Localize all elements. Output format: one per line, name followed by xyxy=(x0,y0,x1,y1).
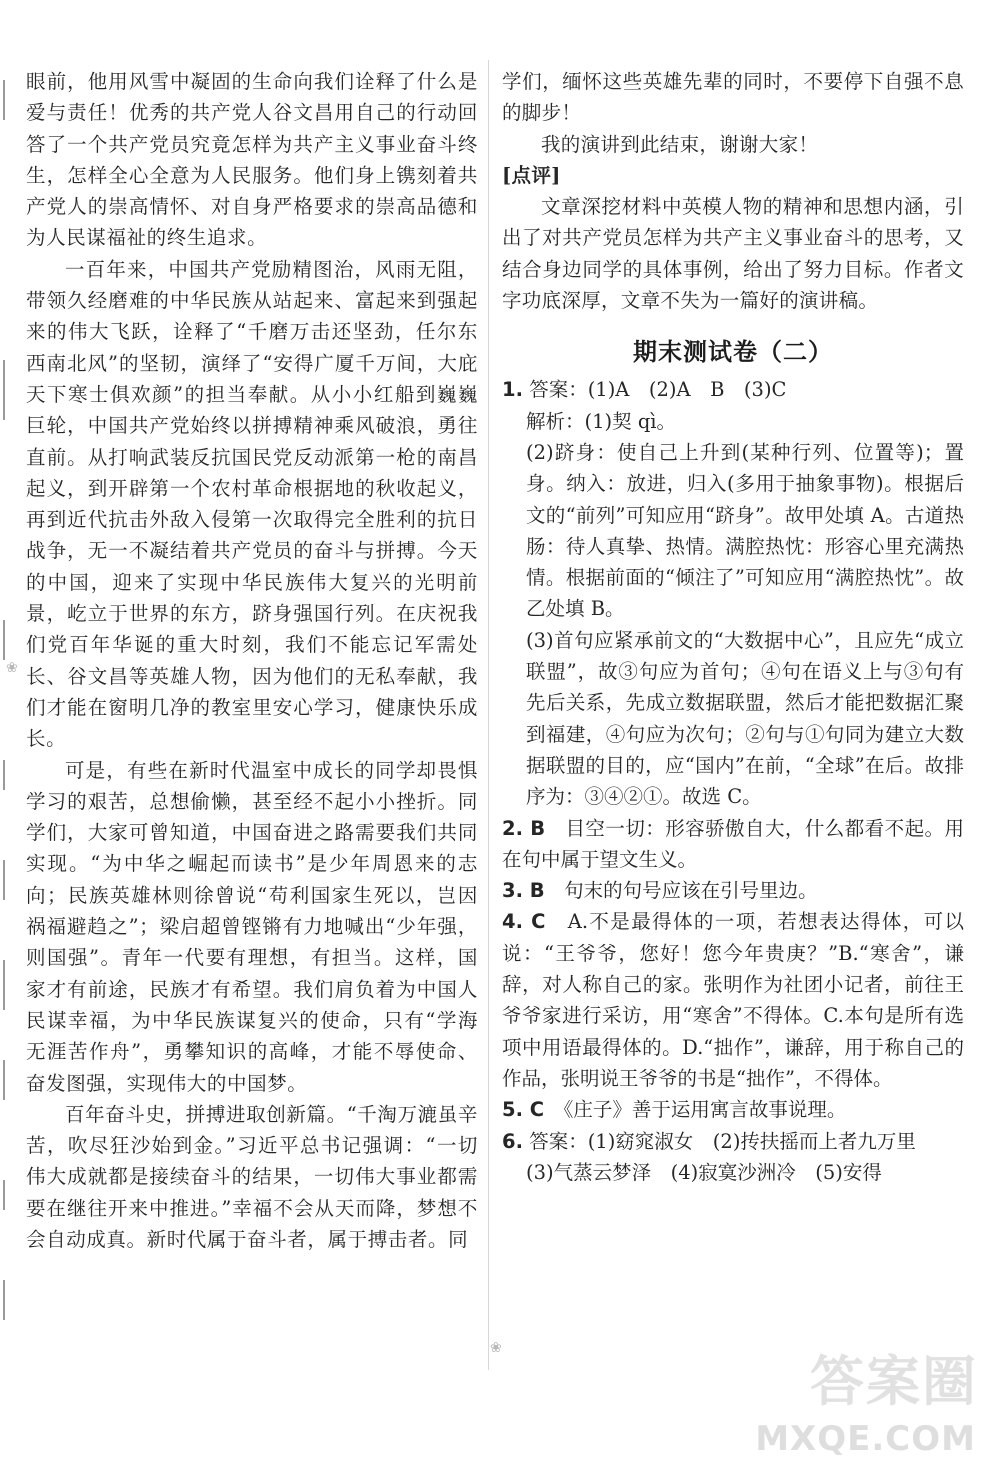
answer-1 xyxy=(502,374,964,812)
answer-6-line-2: (3)气蒸云梦泽 (4)寂寞沙洲冷 (5)安得 xyxy=(526,1160,882,1184)
answer-5-number: 5. C xyxy=(502,1098,545,1122)
left-column xyxy=(26,66,478,1255)
answer-6 xyxy=(502,1126,964,1189)
watermark-url: MXQE.COM xyxy=(755,1419,976,1459)
right-paragraph-1: 学们，缅怀这些英雄先辈的同时，不要停下自强不息的脚步！ xyxy=(502,70,964,125)
answer-2-text: 目空一切：形容骄傲自大，什么都看不起。用在句中属于望文生义。 xyxy=(502,816,964,871)
watermark-logo: 答案圈 xyxy=(810,1350,978,1413)
answer-4-text: A.不是最得体的一项，若想表达得体，可以说：“王爷爷，您好！您今年贵庚？”B.“寒舍”，谦辞，对人称自己的家。张明作为社团小记者，前往王爷爷家进行采访，用“寒舍”不得体。C.本句是所有选项中用语最得体的。D.“拙作”，谦辞，用于称自己的作品，张明说王爷爷的书是“拙作”，不得体。 xyxy=(502,910,964,1090)
answer-3-text: 句末的句号应该在引号里边。 xyxy=(564,879,818,903)
site-watermark xyxy=(742,1339,982,1459)
answer-4-number: 4. C xyxy=(502,910,546,934)
comment-heading: [点评] xyxy=(502,163,561,187)
answer-5-text: 《庄子》善于运用寓言故事说理。 xyxy=(563,1098,847,1122)
left-paragraph-4: 百年奋斗史，拼搏进取创新篇。“千淘万漉虽辛苦，吹尽狂沙始到金。”习近平总书记强调：“一切伟大成就都是接续奋斗的结果，一切伟大事业都需要在继往开来中推进。”幸福不会从天而降，梦想不会自动成真。新时代属于奋斗者，属于搏击者。同 xyxy=(26,1102,478,1251)
answer-4 xyxy=(502,906,964,1094)
answer-1-number: 1. xyxy=(502,378,523,402)
right-column xyxy=(502,66,964,1188)
answer-2-number: 2. B xyxy=(502,816,546,840)
answer-1-label: 答案：(1)A (2)A B (3)C xyxy=(529,378,787,402)
answer-2 xyxy=(502,813,964,876)
column-divider xyxy=(488,60,489,1370)
section-title: 期末测试卷（二） xyxy=(633,337,833,367)
ornament-left: ❀ xyxy=(6,660,18,676)
answer-1-part-3: (3)首句应紧承前文的“大数据中心”，且应先“成立联盟”，故③句应为首句；④句在语义上与③句有先后关系，先成立数据联盟，然后才能把数据汇聚到福建，④句应为次句；②句与①句同为建立大数据联盟的目的，应“国内”在前，“全球”在后。故排序为：③④②①。故选 C。 xyxy=(526,628,964,809)
left-paragraph-1: 眼前，他用风雪中凝固的生命向我们诠释了什么是爱与责任！优秀的共产党人谷文昌用自己的行动回答了一个共产党员究竟怎样为共产主义事业奋斗终生，怎样全心全意为人民服务。他们身上镌刻着共产党人的崇高情怀、对自身严格要求的崇高品德和为人民谋福祉的终生追求。 xyxy=(26,70,478,250)
binding-edge-marks xyxy=(0,60,14,1370)
answer-5 xyxy=(502,1094,964,1125)
answer-1-part-2: (2)跻身：使自己上升到(某种行列、位置等)；置身。纳入：放进，归入(多用于抽象事物)。根据后文的“前列”可知应用“跻身”。故甲处填 A。古道热肠：待人真挚、热情。满腔热忱：形容心里充满热情。根据前面的“倾注了”可知应用“满腔热忱”。故乙处填 B。 xyxy=(526,440,964,621)
answer-6-number: 6. xyxy=(502,1129,523,1153)
answer-3-number: 3. B xyxy=(502,879,545,903)
answer-6-line-1: 答案：(1)窈窕淑女 (2)抟扶摇而上者九万里 xyxy=(529,1129,916,1153)
left-paragraph-3: 可是，有些在新时代温室中成长的同学却畏惧学习的艰苦，总想偷懒，甚至经不起小小挫折。同学们，大家可曾知道，中国奋进之路需要我们共同实现。“为中华之崛起而读书”是少年周恩来的志向；民族英雄林则徐曾说“苟利国家生死以，岂因祸福避趋之”；梁启超曾铿锵有力地喊出“少年强，则国强”。青年一代要有理想，有担当。这样，国家才有前途，民族才有希望。我们肩负着为中国人民谋幸福，为中华民族谋复兴的使命，只有“学海无涯苦作舟”，勇攀知识的高峰，才能不辱使命、奋发图强，实现伟大的中国梦。 xyxy=(26,758,478,1095)
answer-3 xyxy=(502,875,964,906)
comment-text: 文章深挖材料中英模人物的精神和思想内涵，引出了对共产党员怎样为共产主义事业奋斗的思考，又结合身边同学的具体事例，给出了努力目标。作者文字功底深厚，文章不失为一篇好的演讲稿。 xyxy=(502,195,964,313)
right-paragraph-2: 我的演讲到此结束，谢谢大家！ xyxy=(541,132,819,156)
ornament-right: ❀ xyxy=(490,1340,502,1356)
left-paragraph-2: 一百年来，中国共产党励精图治，风雨无阻，带领久经磨难的中华民族从站起来、富起来到强起来的伟大飞跃，诠释了“千磨万击还坚劲，任尔东西南北风”的坚韧，演绎了“安得广厦千万间，大庇天下寒士俱欢颜”的担当奉献。从小小红船到巍巍巨轮，中国共产党始终以拼搏精神乘风破浪，勇往直前。从打响武装反抗国民党反动派第一枪的南昌起义，到开辟第一个农村革命根据地的秋收起义，再到近代抗击外敌入侵第一次取得完全胜利的抗日战争，无一不凝结着共产党员的奋斗与拼搏。今天的中国，迎来了实现中华民族伟大复兴的光明前景，屹立于世界的东方，跻身强国行列。在庆祝我们党百年华诞的重大时刻，我们不能忘记军需处长、谷文昌等英雄人物，因为他们的无私奉献，我们才能在窗明几净的教室里安心学习，健康快乐成长。 xyxy=(26,257,478,751)
answer-1-analysis: 解析：(1)契 qì。 xyxy=(526,409,677,433)
